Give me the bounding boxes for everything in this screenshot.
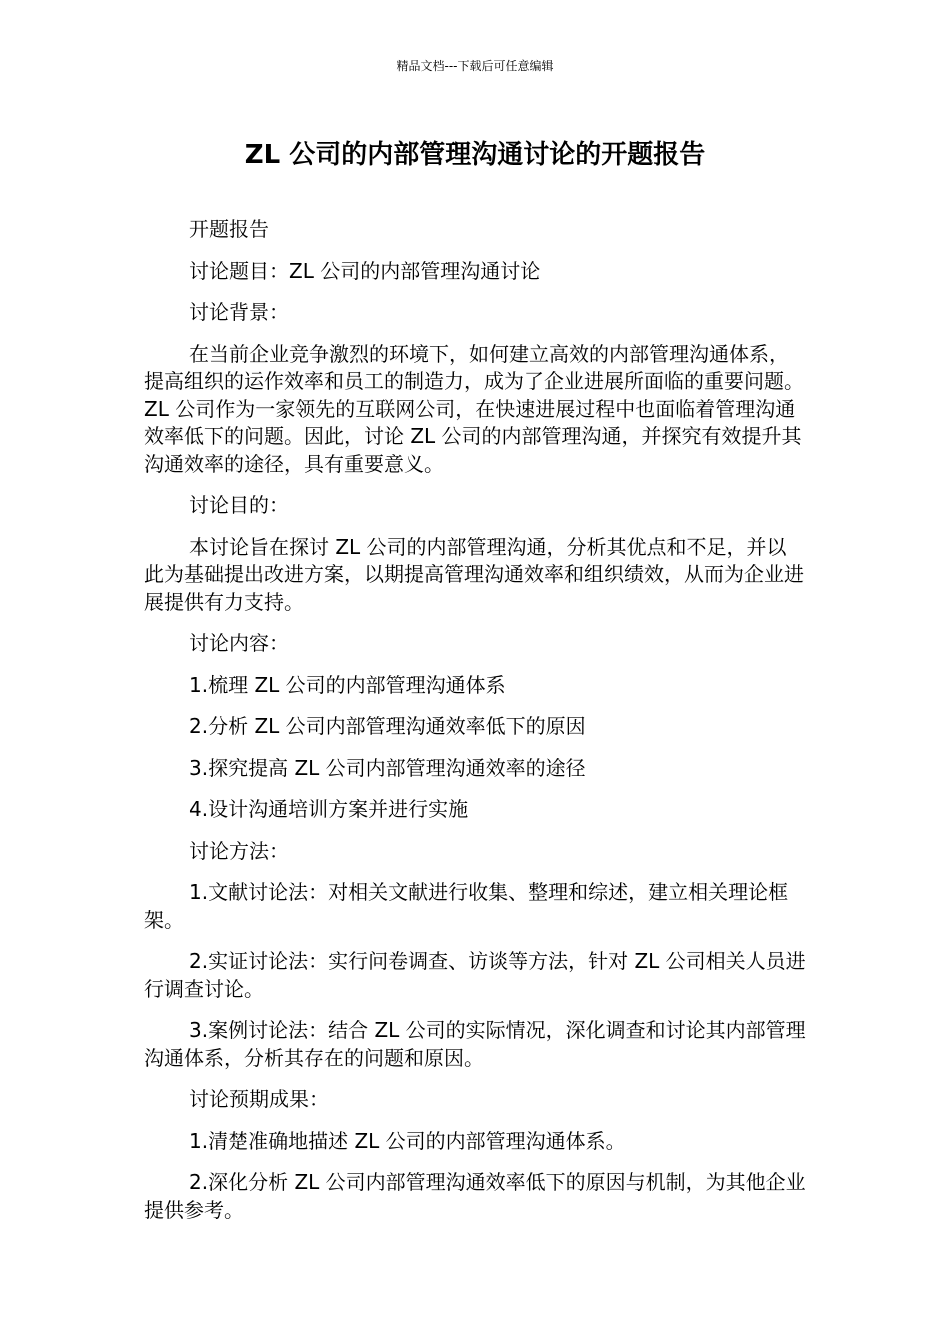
background-paragraph: 在当前企业竞争激烈的环境下，如何建立高效的内部管理沟通体系，提高组织的运作效率和员工的制造力，成为了企业进展所面临的重要问题。ZL 公司作为一家领先的互联网公司，在快速进展过程中也面临着管理沟通效率低下的问题。因此，讨论 ZL 公司的内部管理沟通，并探究有效提升其沟通效率的途径，具有重要意义。	[144, 341, 804, 476]
section-heading-content: 讨论内容：	[189, 631, 289, 655]
section-heading-purpose: 讨论目的：	[189, 493, 289, 517]
method-item-1: 1.文献讨论法：对相关文献进行收集、整理和综述，建立相关理论框架。	[144, 880, 789, 932]
outcome-item-2: 2.深化分析 ZL 公司内部管理沟通效率低下的原因与机制，为其他企业提供参考。	[144, 1170, 806, 1222]
section-heading-outcomes: 讨论预期成果：	[189, 1087, 329, 1111]
method-item-2: 2.实证讨论法：实行问卷调查、访谈等方法，针对 ZL 公司相关人员进行调查讨论。	[144, 949, 806, 1001]
content-item-1: 1.梳理 ZL 公司的内部管理沟通体系	[189, 672, 506, 697]
content-item-2: 2.分析 ZL 公司内部管理沟通效率低下的原因	[189, 714, 586, 738]
topic-line: 讨论题目：ZL 公司的内部管理沟通讨论	[189, 258, 541, 283]
outcome-item-1: 1.清楚准确地描述 ZL 公司的内部管理沟通体系。	[189, 1128, 626, 1153]
section-heading-methods: 讨论方法：	[189, 838, 289, 863]
document-body	[144, 216, 806, 1238]
label-report: 开题报告	[189, 217, 269, 241]
section-heading-background: 讨论背景：	[189, 300, 289, 324]
header-note: 精品文档---下载后可任意编辑	[396, 59, 554, 73]
method-item-3: 3.案例讨论法：结合 ZL 公司的实际情况，深化调查和讨论其内部管理沟通体系，分析其存在的问题和原因。	[144, 1018, 806, 1070]
purpose-paragraph: 本讨论旨在探讨 ZL 公司的内部管理沟通，分析其优点和不足，并以此为基础提出改进方案，以期提高管理沟通效率和组织绩效，从而为企业进展提供有力支持。	[144, 534, 804, 614]
content-item-3: 3.探究提高 ZL 公司内部管理沟通效率的途径	[189, 755, 586, 780]
document-title: ZL 公司的内部管理沟通讨论的开题报告	[244, 140, 706, 170]
content-item-4: 4.设计沟通培训方案并进行实施	[189, 797, 469, 821]
